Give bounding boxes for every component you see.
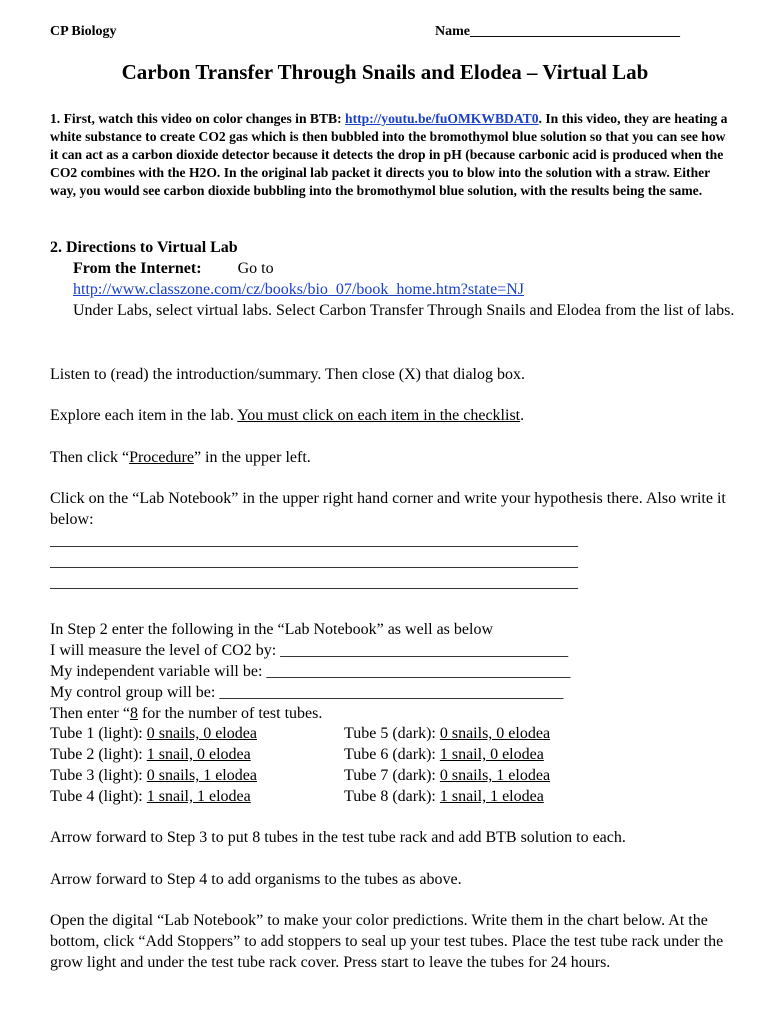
student-name-field[interactable]: Name______________________________ (435, 24, 680, 39)
procedure-end: ” in the upper left. (193, 449, 311, 466)
tube-row (50, 765, 730, 786)
tube-count: 8 (129, 705, 138, 722)
tube-4: Tube 4 (light): 1 snail, 1 elodea (50, 788, 251, 805)
directions-section (50, 237, 740, 321)
procedure-instruction (50, 447, 730, 468)
measure-co2-line[interactable]: I will measure the level of CO2 by: ____________________________________ (50, 642, 569, 659)
tube-row (50, 744, 730, 765)
procedure-text: Then click “ (50, 449, 130, 466)
listen-instruction: Listen to (read) the introduction/summary. Then close (X) that dialog box. (50, 366, 525, 383)
tube-3: Tube 3 (light): 0 snails, 1 elodea (50, 767, 257, 784)
enter-text: Then enter “ (50, 705, 130, 722)
page-title: Carbon Transfer Through Snails and Elodea – Virtual Lab (121, 60, 649, 84)
from-internet-label: From the Internet: (73, 260, 202, 277)
hypothesis-line-1[interactable]: __________________________________________________________________ (50, 532, 578, 549)
hypothesis-line-2[interactable]: __________________________________________________________________ (50, 553, 578, 570)
go-to-text: Go to (237, 260, 274, 277)
intro-text-after: . In this video, they are heating a white substance to create CO2 gas which is then bubbled into the bromothymol blue solution so that you can see how it can act as a carbon dioxide detector because it detects the drop in pH (because carbonic acid is produced when the CO2 combines with the H2O. In the original lab packet it directs you to blow into the solution with a straw. Either way, you would see carbon dioxide bubbling into the bromothymol blue solution, with the results being the same. (50, 111, 728, 198)
explore-text: Explore each item in the lab. (50, 407, 238, 424)
explore-end: . (520, 407, 525, 424)
tube-6: Tube 6 (dark): 1 snail, 0 elodea (344, 746, 544, 763)
control-group-line[interactable]: My control group will be: ___________________________________________ (50, 684, 564, 701)
classzone-link[interactable]: http://www.classzone.com/cz/books/bio_07/book_home.htm?state=NJ (73, 281, 525, 298)
step4-instruction: Arrow forward to Step 4 to add organisms to the tubes as above. (50, 871, 462, 888)
step2-intro: In Step 2 enter the following in the “Lab Notebook” as well as below (50, 621, 493, 638)
explore-instruction (50, 405, 730, 426)
explore-emphasis: You must click on each item in the checklist (237, 407, 521, 424)
tube-list (50, 723, 730, 807)
procedure-link-text: Procedure (129, 449, 194, 466)
hypothesis-section (50, 488, 730, 593)
tube-row (50, 786, 730, 807)
test-tube-count-instruction (50, 703, 730, 724)
hypothesis-line-3[interactable]: __________________________________________________________________ (50, 574, 578, 591)
page-header (50, 24, 692, 44)
lab-notebook-instruction: Open the digital “Lab Notebook” to make your color predictions. Write them in the chart below. At the bottom, click “Add Stoppers” to add stoppers to seal up your test tubes. Place the test tube rack under the grow light and under the test tube rack cover. Press start to leave the tubes for 24 hours. (50, 912, 724, 971)
tube-5: Tube 5 (dark): 0 snails, 0 elodea (344, 725, 551, 742)
directions-heading: 2. Directions to Virtual Lab (50, 239, 238, 256)
tube-8: Tube 8 (dark): 1 snail, 1 elodea (344, 788, 544, 805)
step3-instruction: Arrow forward to Step 3 to put 8 tubes in the test tube rack and add BTB solution to each. (50, 829, 626, 846)
tube-1: Tube 1 (light): 0 snails, 0 elodea (50, 725, 257, 742)
under-labs-text: Under Labs, select virtual labs. Select Carbon Transfer Through Snails and Elodea from the list of labs. (73, 302, 735, 319)
intro-paragraph (50, 110, 730, 200)
hypothesis-instruction: Click on the “Lab Notebook” in the upper right hand corner and write your hypothesis there. Also write it below: (50, 490, 726, 528)
step2-section (50, 619, 730, 724)
intro-text-before: 1. First, watch this video on color changes in BTB: (50, 111, 346, 126)
independent-variable-line[interactable]: My independent variable will be: ______________________________________ (50, 663, 571, 680)
tube-row (50, 723, 730, 744)
tube-7: Tube 7 (dark): 0 snails, 1 elodea (344, 767, 551, 784)
directions-body (50, 258, 740, 321)
video-link[interactable]: http://youtu.be/fuOMKWBDAT0 (345, 111, 539, 126)
enter-text-end: for the number of test tubes. (137, 705, 323, 722)
tube-2: Tube 2 (light): 1 snail, 0 elodea (50, 746, 251, 763)
course-name: CP Biology (50, 24, 117, 39)
